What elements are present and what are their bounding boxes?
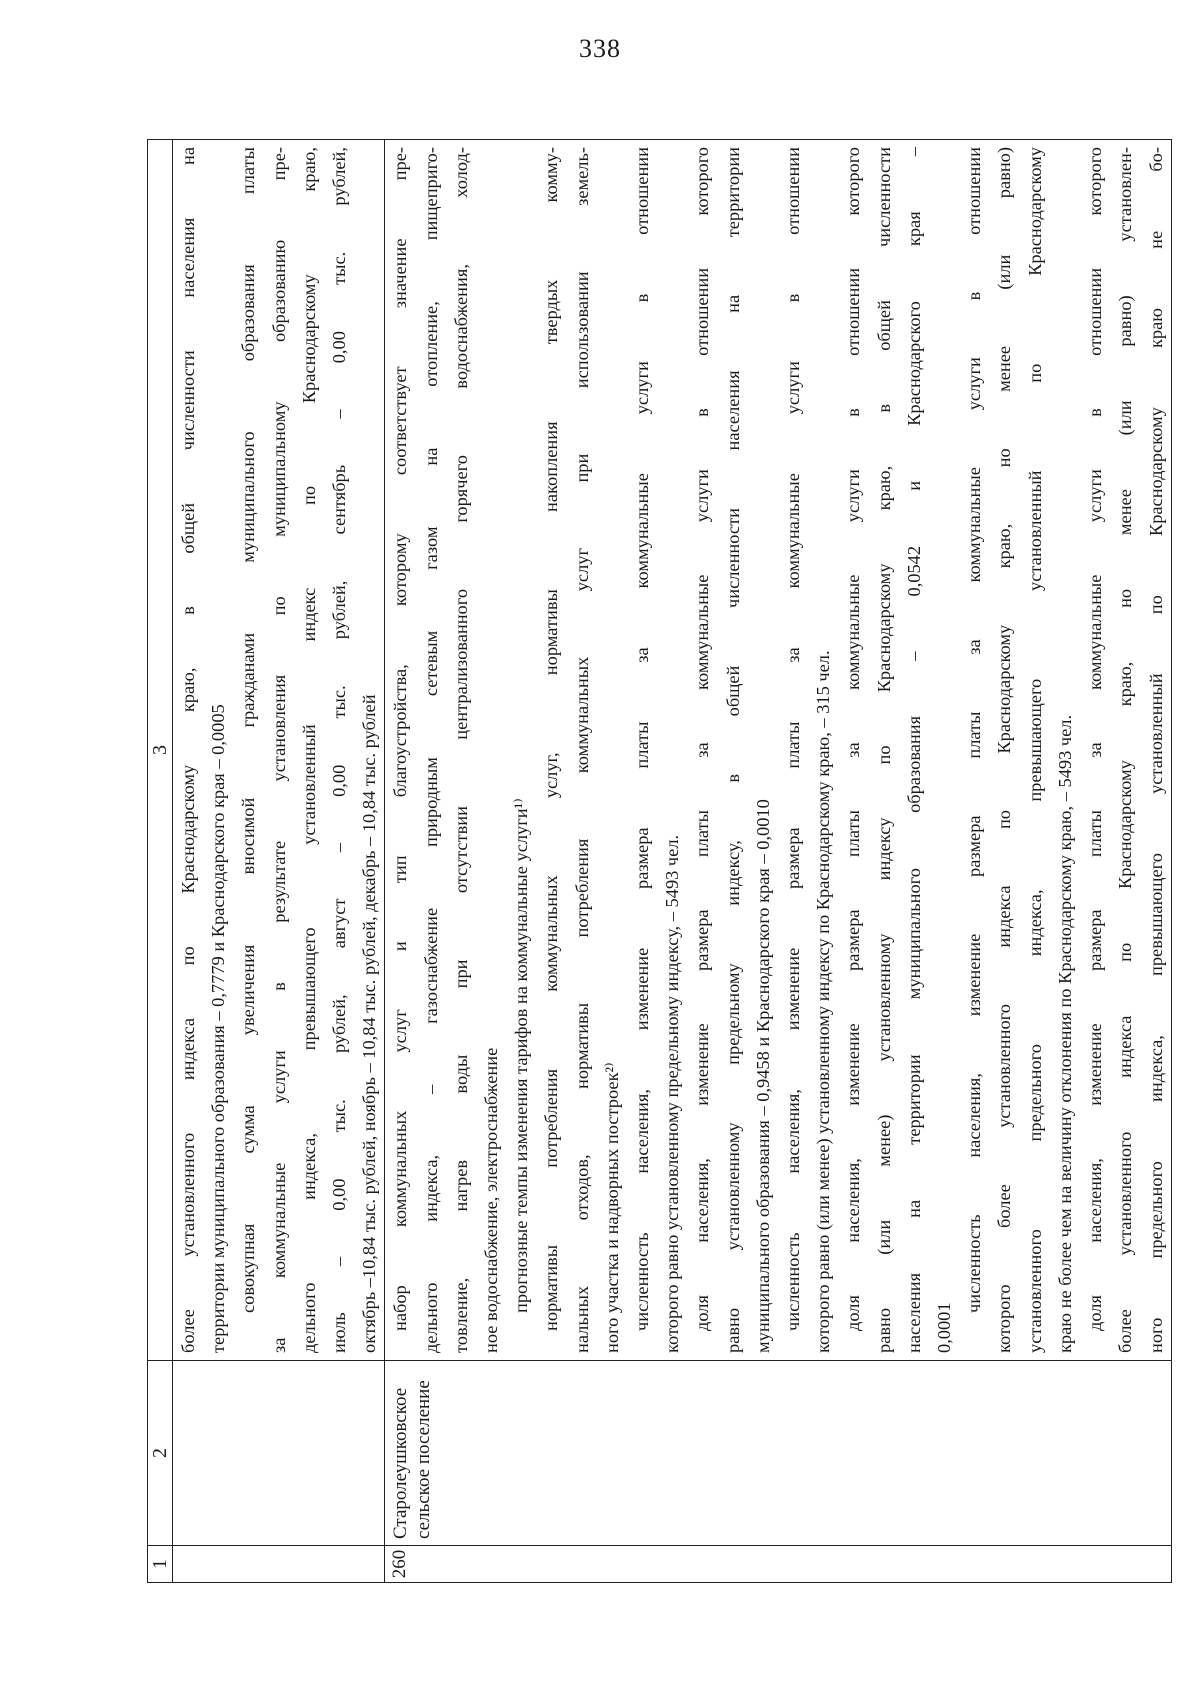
text-line: более установленного индекса по Краснодарскому краю, в общей численности населения на [178, 147, 198, 1353]
text-line: ное водоснабжение, электроснабжение [481, 1047, 502, 1353]
text-line: ного предельного индекса, превышающего установленный по Краснодарскому краю не бо- [1145, 147, 1166, 1353]
text-line: июль – 0,00 тыс. рублей, август – 0,00 тыс. рублей, сентябрь – 0,00 тыс. рублей, [329, 147, 350, 1353]
text-line: товление, нагрев воды при отсутствии централизованного горячего водоснабжения, холод- [450, 147, 471, 1353]
text-line: нормативы потребления коммунальных услуг, нормативы накопления твердых комму- [541, 147, 562, 1331]
row2-lines [385, 147, 1170, 1353]
settlement-name: Старолеушковское сельское поселение [385, 1361, 1171, 1546]
text-line: которого равно установленному предельному индексу, – 5493 чел. [662, 834, 683, 1353]
row-text-cell [173, 140, 385, 1361]
text-line: набор коммунальных услуг и тип благоустройства, которому соответствует значение пре- [390, 147, 411, 1331]
text-line: которого более установленного индекса по Краснодарскому краю, но менее (или равно) [994, 147, 1015, 1353]
page-number: 338 [579, 34, 621, 63]
text-line: доля населения, изменение размера платы за коммунальные услуги в отношении которого [843, 147, 864, 1331]
text-line: краю не более чем на величину отклонения по Краснодарскому краю, – 5493 чел. [1054, 714, 1075, 1353]
column-header-3: 3 [148, 140, 173, 1361]
header-row [148, 140, 173, 1583]
text-line: дельного индекса, превышающего установленный индекс по Краснодарскому краю, [298, 147, 319, 1353]
text-line: более установленного индекса по Краснодарскому краю, но менее (или равно) установлен- [1115, 147, 1136, 1353]
text-line: совокупная сумма увеличения вносимой гражданами муниципального образования платы [238, 147, 259, 1313]
row-name-cell [173, 1361, 385, 1546]
text-line: за коммунальные услуги в результате установления по муниципальному образованию пре- [268, 147, 289, 1353]
row-number: 260 [385, 1546, 1171, 1583]
row1-lines [173, 147, 384, 1353]
text-line: равно установленному предельному индексу, в общей численности населения на территории [722, 147, 743, 1353]
text-line: прогнозные темпы изменения тарифов на коммунальные услуги¹⁾ [511, 798, 532, 1313]
text-line: 0,0001 [934, 1302, 955, 1353]
row-text-cell [385, 140, 1171, 1361]
text-line: равно (или менее) установленному индексу по Краснодарскому краю, в общей численности [873, 147, 894, 1353]
text-line: ного участка и надворных построек²⁾ [601, 1062, 622, 1353]
text-line: численность населения, изменение размера платы за коммунальные услуги в отношении [964, 147, 985, 1313]
text-line: населения на территории муниципального образования – 0,0542 и Краснодарского края – [903, 147, 924, 1353]
text-line: численность населения, изменение размера платы за коммунальные услуги в отношении [783, 147, 804, 1331]
text-line: территории муниципального образования – 0,7779 и Краснодарского края – 0,0005 [208, 704, 229, 1353]
text-line: дельного индекса, – газоснабжение природным сетевым газом на отопление, пищеприго- [420, 147, 441, 1353]
text-line: которого равно (или менее) установленному индексу по Краснодарскому краю, – 315 чел. [813, 650, 834, 1353]
table-row-260 [385, 140, 1171, 1583]
text-line: установленного предельного индекса, превышающего установленный по Краснодарскому [1024, 147, 1045, 1353]
text-line: нальных отходов, нормативы потребления коммунальных услуг при использовании земель- [571, 147, 592, 1353]
text-line: октябрь –10,84 тыс. рублей, ноябрь – 10,84 тыс. рублей, декабрь – 10,84 тыс. рублей [359, 694, 380, 1353]
column-header-2: 2 [148, 1361, 173, 1546]
row-number-cell [173, 1546, 385, 1583]
data-table [147, 139, 1172, 1583]
text-line: муниципального образования – 0,9458 и Краснодарского края – 0,0010 [752, 799, 773, 1353]
text-line: численность населения, изменение размера платы за коммунальные услуги в отношении [632, 147, 653, 1331]
text-line: доля населения, изменение размера платы за коммунальные услуги в отношении которого [1085, 147, 1106, 1331]
rotated-table-container [147, 140, 1166, 1583]
column-header-1: 1 [148, 1546, 173, 1583]
text-line: доля населения, изменение размера платы за коммунальные услуги в отношении которого [692, 147, 713, 1331]
table-row-continuation [173, 140, 385, 1583]
